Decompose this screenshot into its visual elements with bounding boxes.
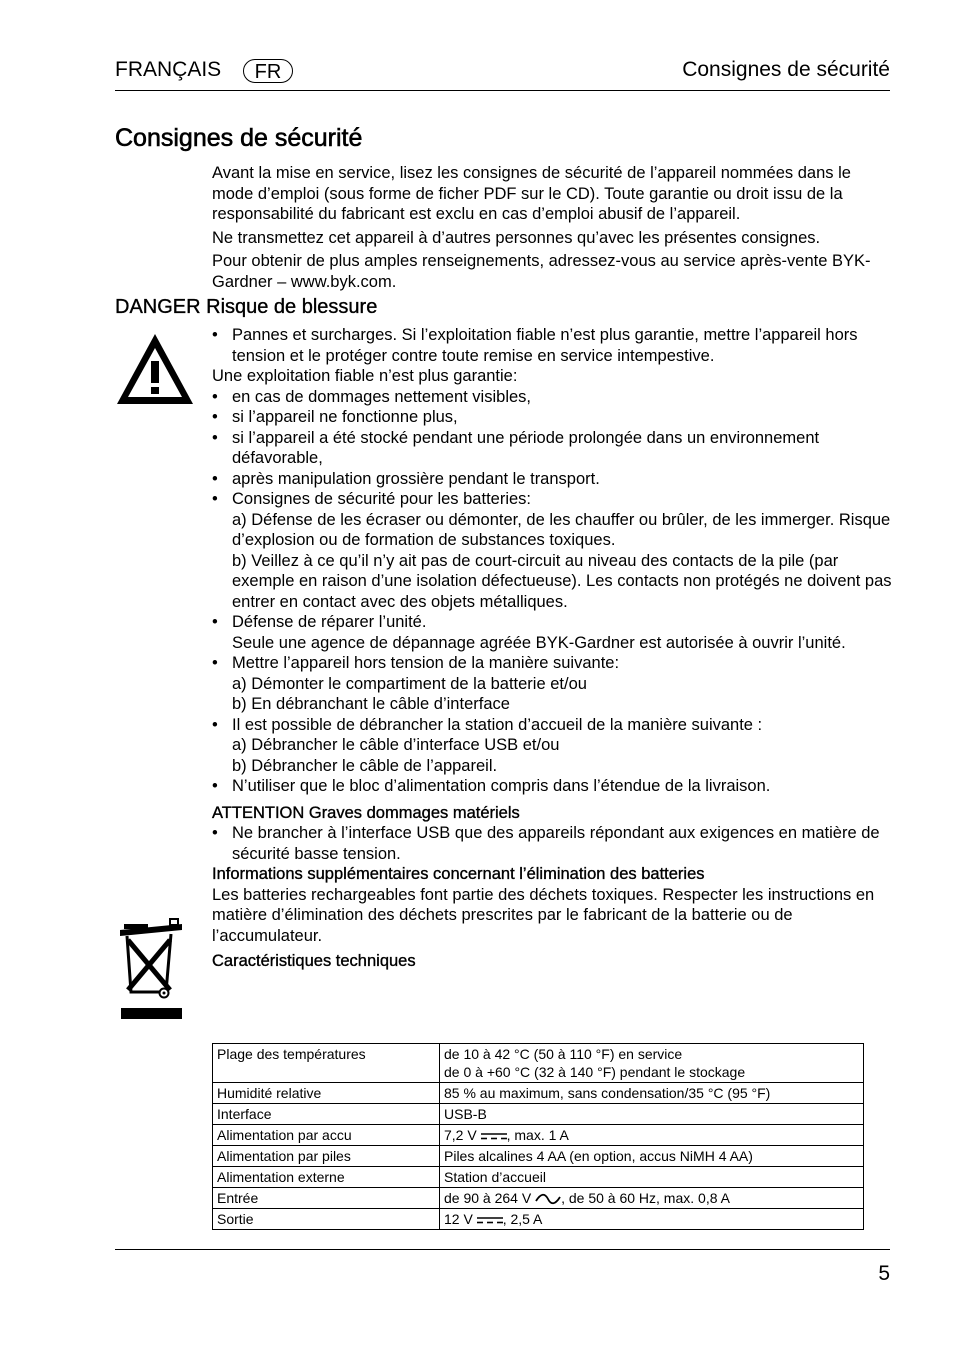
table-row: [213, 1044, 864, 1083]
specs-table: [212, 1043, 864, 1230]
list-item: • N’utiliser que le bloc d’alimentation compris dans l’étendue de la livraison.: [212, 776, 892, 797]
table-row: [213, 1209, 864, 1230]
spec-value: Piles alcalines 4 AA (en option, accus NiMH 4 AA): [440, 1146, 864, 1167]
page-header: [115, 58, 890, 88]
list-item: • Pannes et surcharges. Si l’exploitation fiable n’est plus garantie, mettre l’appareil hors tension et le protéger contre toute remise en service intempestive.: [212, 325, 892, 366]
table-row: [213, 1167, 864, 1188]
spec-value-text: , de 50 à 60 Hz, max. 0,8 A: [561, 1190, 730, 1206]
specs-heading: Caractéristiques techniques: [212, 952, 416, 970]
spec-label: Alimentation externe: [213, 1167, 440, 1188]
list-item: • après manipulation grossière pendant le transport.: [212, 469, 892, 490]
spec-label: Humidité relative: [213, 1083, 440, 1104]
battery-note-a: a) Défense de les écraser ou démonter, de les chauffer ou brûler, de les immerger. Risque d’explosion ou de formation de substances toxiques.: [232, 510, 891, 549]
header-lang-code-badge: FR: [243, 59, 293, 83]
list-item: • Ne brancher à l’interface USB que des appareils répondant aux exigences en matière de sécurité basse tension.: [212, 823, 892, 864]
intro-paragraph: Pour obtenir de plus amples renseignements, adressez-vous au service après-vente BYK-Gardner – www.byk.com.: [212, 252, 871, 291]
spec-label: Alimentation par piles: [213, 1146, 440, 1167]
spec-value: [440, 1044, 864, 1083]
spec-value-text: de 90 à 264 V: [444, 1190, 532, 1206]
header-language: FRANÇAIS: [115, 58, 222, 81]
disposal-text: Les batteries rechargeables font partie des déchets toxiques. Respecter les instructions en matière d’élimination des déchets prescrites par le fabricant de la batterie ou de l’accumulateur.: [212, 885, 875, 945]
reliability-intro: Une exploitation fiable n’est plus garantie:: [212, 367, 518, 385]
crossed-bin-icon: [118, 916, 184, 1021]
spec-value: [440, 1125, 864, 1146]
spec-value: USB-B: [440, 1104, 864, 1125]
spec-value-text: 7,2 V: [444, 1127, 477, 1143]
list-item: • si l’appareil a été stocké pendant une période prolongée dans un environnement défavorable,: [212, 428, 892, 469]
dc-symbol-icon: [477, 1216, 503, 1224]
spec-label: Plage des températures: [213, 1044, 440, 1083]
spec-value: Station d’accueil: [440, 1167, 864, 1188]
spec-value-text: , max. 1 A: [506, 1127, 569, 1143]
spec-value-text: 12 V: [444, 1211, 473, 1227]
poweroff-step-b: b) En débranchant le câble d’interface: [232, 695, 510, 713]
list-item: • Défense de réparer l’unité.: [212, 612, 892, 633]
spec-label: Sortie: [213, 1209, 440, 1230]
header-divider: [115, 90, 890, 91]
page-number: 5: [878, 1262, 890, 1285]
spec-value-line: de 10 à 42 °C (50 à 110 °F) en service: [444, 1046, 683, 1062]
spec-label: Entrée: [213, 1188, 440, 1209]
repair-text: Seule une agence de dépannage agréée BYK-Gardner est autorisée à ouvrir l’unité.: [232, 633, 846, 652]
dock-step-a: a) Débrancher le câble d’interface USB et/ou: [232, 736, 560, 754]
poweroff-step-a: a) Démonter le compartiment de la batterie et/ou: [232, 674, 587, 693]
battery-note-b: b) Veillez à ce qu’il n’y ait pas de court-circuit au niveau des contacts de la pile (par exemple en raison d’une isolation défectueuse). Les contacts non protégés ne doivent pas entrer en contact avec des objets métalliques.: [232, 551, 892, 611]
danger-heading: DANGER Risque de blessure: [115, 296, 378, 318]
table-row: [213, 1188, 864, 1209]
table-row: [213, 1146, 864, 1167]
spec-label: Alimentation par accu: [213, 1125, 440, 1146]
table-row: [213, 1125, 864, 1146]
table-row: [213, 1104, 864, 1125]
danger-content: [212, 325, 892, 972]
list-item: • Consignes de sécurité pour les batteries:: [212, 489, 892, 510]
spec-value: 85 % au maximum, sans condensation/35 °C (95 °F): [440, 1083, 864, 1104]
spec-value: [440, 1188, 864, 1209]
footer-divider: [115, 1249, 890, 1250]
ac-symbol-icon: [535, 1193, 561, 1205]
list-item: • Il est possible de débrancher la station d’accueil de la manière suivante :: [212, 715, 892, 736]
warning-triangle-icon: [115, 331, 195, 407]
attention-heading: ATTENTION Graves dommages matériels: [212, 803, 520, 822]
table-row: [213, 1083, 864, 1104]
intro-section: [212, 163, 892, 295]
spec-value-text: , 2,5 A: [502, 1211, 543, 1227]
header-section-title: Consignes de sécurité: [682, 58, 890, 81]
dock-step-b: b) Débrancher le câble de l’appareil.: [232, 756, 498, 775]
intro-paragraph: Ne transmettez cet appareil à d’autres personnes qu’avec les présentes consignes.: [212, 228, 821, 247]
list-item: • Mettre l’appareil hors tension de la manière suivante:: [212, 653, 892, 674]
spec-value-line: de 0 à +60 °C (32 à 140 °F) pendant le stockage: [444, 1064, 746, 1080]
spec-label: Interface: [213, 1104, 440, 1125]
intro-paragraph: Avant la mise en service, lisez les consignes de sécurité de l’appareil nommées dans le mode d’emploi (sous forme de ficher PDF sur le CD). Toute garantie ou droit issu de la responsabilité du fabricant est exclu en cas d’emploi abusif de l’appareil.: [212, 164, 851, 223]
list-item: • si l’appareil ne fonctionne plus,: [212, 407, 892, 428]
dc-symbol-icon: [481, 1132, 507, 1140]
disposal-heading: Informations supplémentaires concernant l’élimination des batteries: [212, 865, 705, 883]
spec-value: [440, 1209, 864, 1230]
list-item: • en cas de dommages nettement visibles,: [212, 387, 892, 408]
page-title: Consignes de sécurité: [115, 124, 363, 152]
